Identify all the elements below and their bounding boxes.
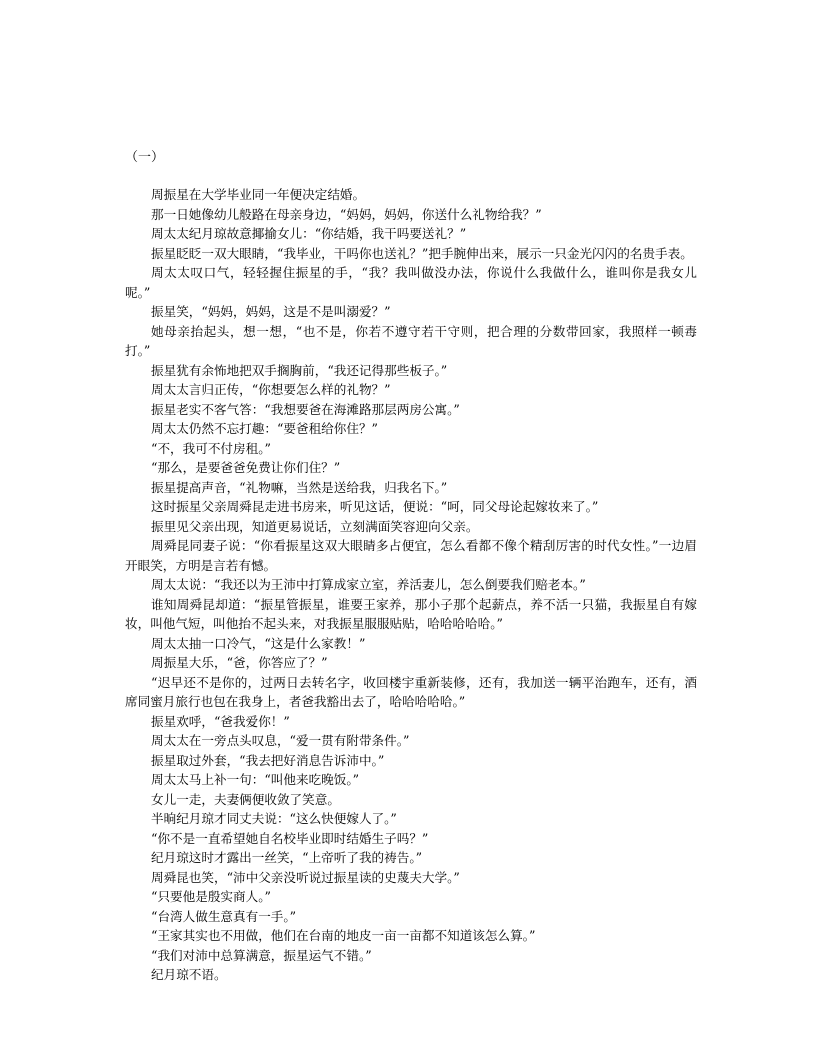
paragraph: 周太太说：“我还以为王沛中打算成家立室，养活妻儿，怎么倒要我们赔老本。” [151,577,586,592]
paragraph: 周太太言归正传，“你想要怎么样的礼物？” [151,382,391,397]
paragraph: “迟早还不是你的，过两日去转名字，收回楼宇重新装修，还有，我加送一辆平治跑车，还有，酒席同蜜月旅行也包在我身上，者爸我豁出去了，哈哈哈哈哈。” [125,674,697,709]
paragraph: “王家其实也不用做，他们在台南的地皮一亩一亩都不知道该怎么算。” [151,928,536,943]
paragraph: 振星取过外套，“我去把好消息告诉沛中。” [151,752,385,768]
paragraph: “你不是一直希望她自名校毕业即时结婚生子吗？” [151,830,429,846]
paragraph: 周舜昆也笑，“沛中父亲没听说过振星读的史蔑夫大学。” [151,869,460,885]
paragraph: 谁知周舜昆却道：“振星管振星，谁要王家养，那小子那个起薪点，养不活一只猫，我振星自有嫁妆，叫他气短，叫他抬不起头来，对我振星服服贴贴，哈哈哈哈哈。” [125,596,697,631]
paragraph: “我们对沛中总算满意，振星运气不错。” [151,947,372,963]
paragraph: 周振星大乐，“爸，你答应了？” [151,655,328,670]
paragraph: 周太太仍然不忘打趣：“要爸租给你住？” [151,421,378,436]
paragraph: 周振星在大学毕业同一年便决定结婚。 [151,187,366,202]
paragraph: 振星欢呼，“爸我爱你！” [151,713,290,729]
paragraph: 半晌纪月琼才同丈夫说：“这么快便嫁人了。” [151,811,397,826]
paragraph: 振星笑，“妈妈，妈妈，这是不是叫溺爱？” [151,304,391,319]
paragraph: 周舜昆同妻子说：“你看振星这双大眼睛多占便宜，怎么看都不像个精刮厉害的时代女性。”一边眉开眼笑，方明是言若有憾。 [125,538,697,573]
paragraph: “不，我可不付房租。” [151,440,271,456]
paragraph: 这时振星父亲周舜昆走进书房来，听见这话，便说：“呵，同父母论起嫁妆来了。” [151,499,599,514]
paragraph: 女儿一走，夫妻俩便收敛了笑意。 [151,791,340,807]
paragraph: 纪月琼不语。 [151,967,227,982]
paragraph: 周太太纪月琼故意揶揄女儿：“你结婚，我干吗要送礼？” [151,226,467,241]
paragraph: 振星眨眨一双大眼睛，“我毕业，干吗你也送礼？”把手腕伸出来，展示一只金光闪闪的名贵手表。 [151,245,693,261]
paragraph: 振里见父亲出现，知道更易说话，立刻满面笑容迎向父亲。 [151,518,479,534]
paragraph: 周太太叹口气，轻轻握住振星的手，“我？我叫做没办法，你说什么我做什么，谁叫你是我女儿呢。” [125,265,697,300]
paragraph: “台湾人做生意真有一手。” [151,908,297,924]
paragraph: “只要他是殷实商人。” [151,889,271,904]
chapter-body [125,185,697,985]
paragraph: 纪月琼这时才露出一丝笑，“上帝听了我的祷告。” [151,850,423,865]
paragraph: 她母亲抬起头，想一想，“也不是，你若不遵守若干守则，把合理的分数带回家，我照样一顿毒打。” [125,323,697,358]
paragraph: 振星犹有余怖地把双手搁胸前，“我还记得那些板子。” [151,362,448,378]
paragraph: 周太太马上补一句：“叫他来吃晚饭。” [151,772,360,787]
paragraph: 周太太在一旁点头叹息，“爱一贯有附带条件。” [151,733,410,748]
paragraph: 那一日她像幼儿般路在母亲身边，“妈妈，妈妈，你送什么礼物给我？” [151,206,542,222]
paragraph: 周太太抽一口冷气，“这是什么家教！” [151,635,366,651]
paragraph: 振星老实不客气答：“我想要爸在海滩路那层两房公寓。” [151,401,460,417]
chapter-heading: （一） [125,150,165,165]
paragraph: “那么，是要爸爸免费让你们住？” [151,460,341,475]
paragraph: 振星提高声音，“礼物嘛，当然是送给我，归我名下。” [151,479,448,495]
